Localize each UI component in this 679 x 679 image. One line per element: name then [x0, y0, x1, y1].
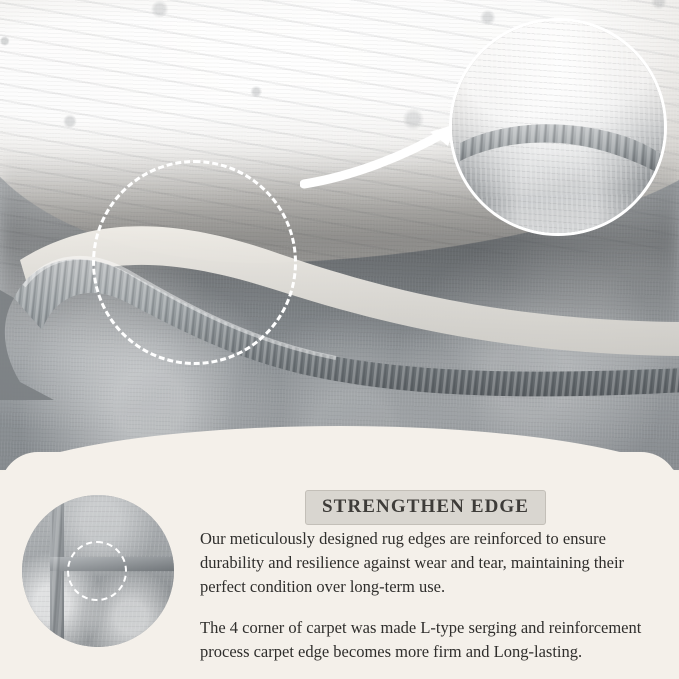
thumbnail-highlight-circle: [67, 541, 127, 601]
inset-serged-cord: [460, 117, 667, 181]
magnified-edge-detail: [449, 18, 667, 236]
corner-serging-thumbnail: [22, 495, 174, 647]
paragraph-1: Our meticulously designed rug edges are reinforced to ensure durability and resilience against wear and tear, maintaining their perfect condition over long-term use.: [200, 529, 625, 596]
description-text: [200, 527, 655, 664]
description-panel: [0, 452, 679, 679]
page-title: STRENGTHEN EDGE: [305, 490, 546, 525]
paragraph-2: The 4 corner of carpet was made L-type serging and reinforcement process carpet edge becomes more firm and Long-lasting.: [200, 617, 642, 661]
edge-highlight-circle: [92, 160, 297, 365]
